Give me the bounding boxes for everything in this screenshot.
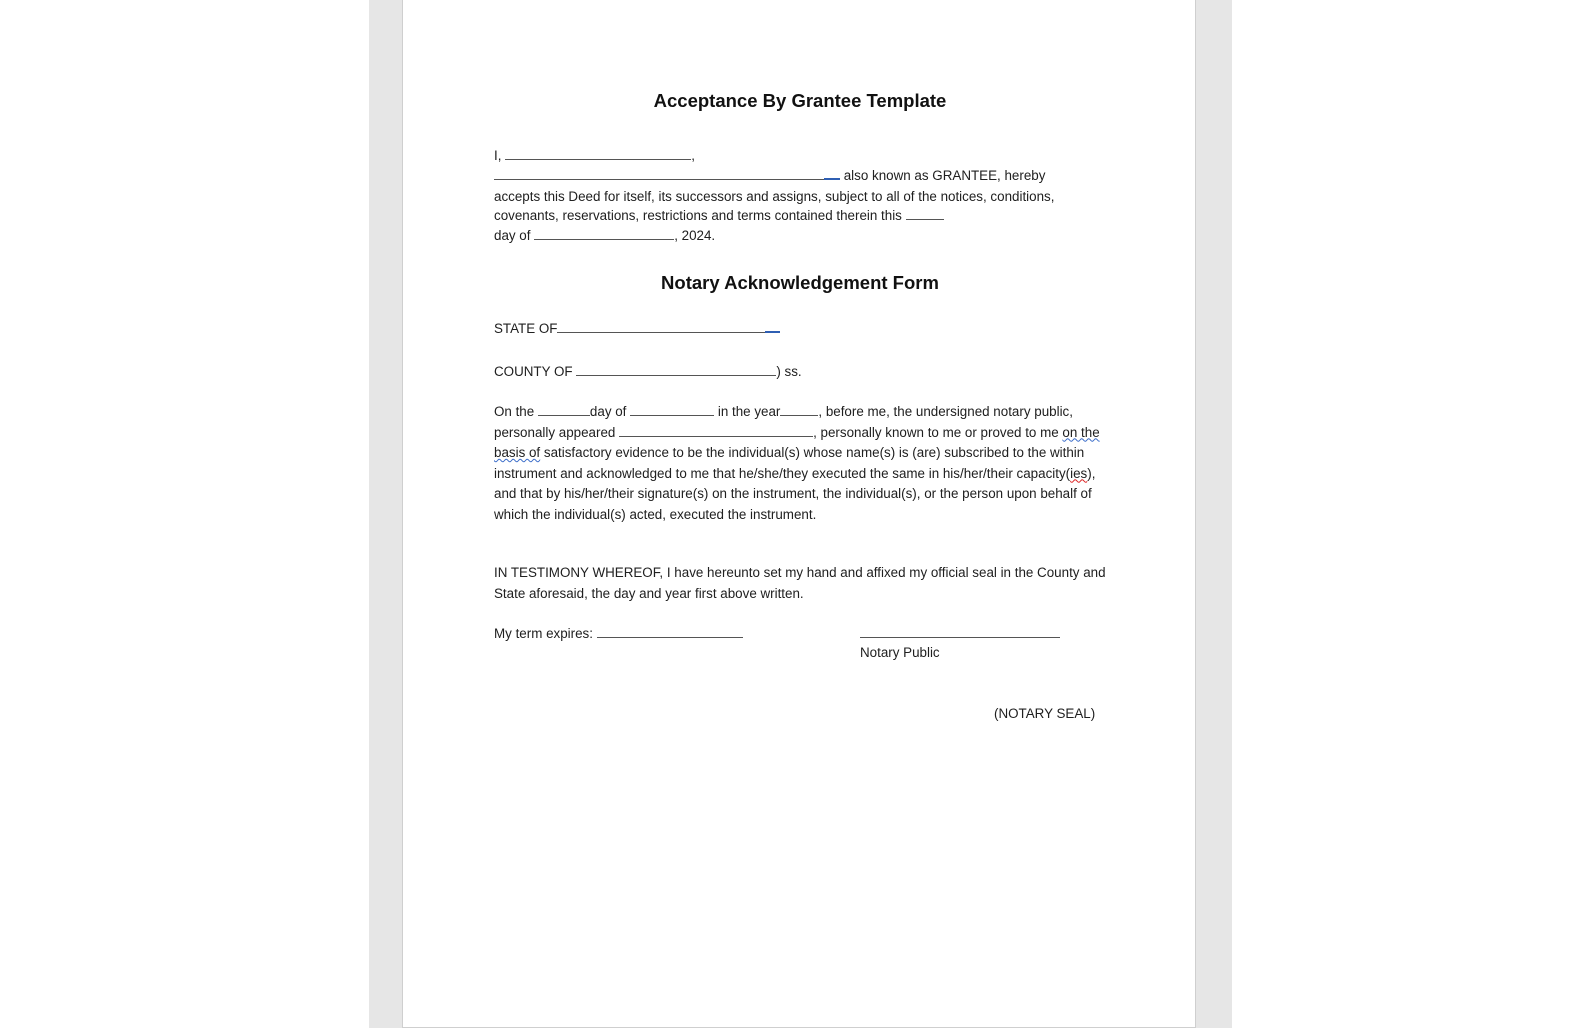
acceptance-line-4 [494, 206, 944, 226]
state-label: STATE OF [494, 321, 558, 336]
notary-signature-line [860, 624, 1060, 644]
grantee-prefix: I, [494, 148, 502, 163]
grantee-name-suffix: , [691, 148, 695, 163]
ack-text-appeared: , before me, the undersigned notary public, personally appeared [494, 404, 1073, 440]
state-blank[interactable] [557, 319, 765, 333]
notary-seal-label: (NOTARY SEAL) [994, 706, 1096, 721]
acceptance-line-3: accepts this Deed for itself, its successors and assigns, subject to all of the notices, conditions, [494, 189, 1055, 204]
county-suffix: ) ss. [776, 364, 802, 379]
acceptance-date-line [494, 226, 715, 246]
notary-public-label: Notary Public [860, 645, 940, 660]
grantee-entity-blank[interactable] [494, 166, 824, 180]
acceptance-date-suffix: , 2024. [674, 228, 716, 243]
ack-text-signature: ), and that by his/her/their signature(s) on the instrument, the individual(s), or the person upon behalf of which the individual(s) acted, executed the instrument. [494, 465, 1096, 522]
acceptance-day-blank[interactable] [906, 206, 944, 220]
format-mark-icon [765, 320, 780, 333]
term-expires-blank[interactable] [597, 624, 743, 638]
notary-signature-blank[interactable] [860, 624, 1060, 638]
county-blank[interactable] [576, 362, 776, 376]
county-line [494, 362, 802, 382]
ack-text-day-of: day of [589, 404, 631, 419]
ack-text-in-year: in the year [714, 404, 781, 419]
document-title: Acceptance By Grantee Template [653, 90, 947, 111]
grantee-entity-text: also known as GRANTEE, hereby [840, 168, 1046, 183]
grammar-flagged-text[interactable]: on the basis of [494, 424, 1100, 460]
ack-person-blank[interactable] [619, 423, 813, 437]
grantee-name-line [494, 146, 695, 166]
ack-text-evidence: satisfactory evidence to be the individual(s) whose name(s) is (are) subscribed to the within instrument and acknowledged to me that he/she/they executed the same in his/her/their capacity( [494, 445, 1085, 481]
term-label: My term expires: [494, 626, 597, 641]
acknowledgement-paragraph [494, 402, 1106, 525]
acceptance-line-4-text: covenants, reservations, restrictions and terms contained therein this [494, 208, 906, 223]
acceptance-month-blank[interactable] [534, 226, 674, 240]
format-mark-icon [824, 167, 840, 180]
acceptance-date-prefix: day of [494, 228, 535, 243]
grantee-name-blank[interactable] [505, 146, 691, 160]
testimony-paragraph: IN TESTIMONY WHEREOF, I have hereunto set my hand and affixed my official seal in the County and State aforesaid, the day and year first above written. [494, 565, 1106, 601]
term-expires-line [494, 624, 743, 644]
state-line [494, 319, 780, 339]
ack-month-blank[interactable] [630, 402, 714, 416]
ack-day-blank[interactable] [538, 402, 590, 416]
ack-year-blank[interactable] [780, 402, 818, 416]
county-label: COUNTY OF [494, 364, 577, 379]
ack-text-known: , personally known to me or proved to me [813, 424, 1063, 440]
ack-text-on-the: On the [494, 404, 538, 419]
grantee-entity-line [494, 166, 1045, 186]
spelling-flagged-text[interactable]: ies [1070, 465, 1088, 481]
notary-form-title: Notary Acknowledgement Form [661, 272, 939, 293]
